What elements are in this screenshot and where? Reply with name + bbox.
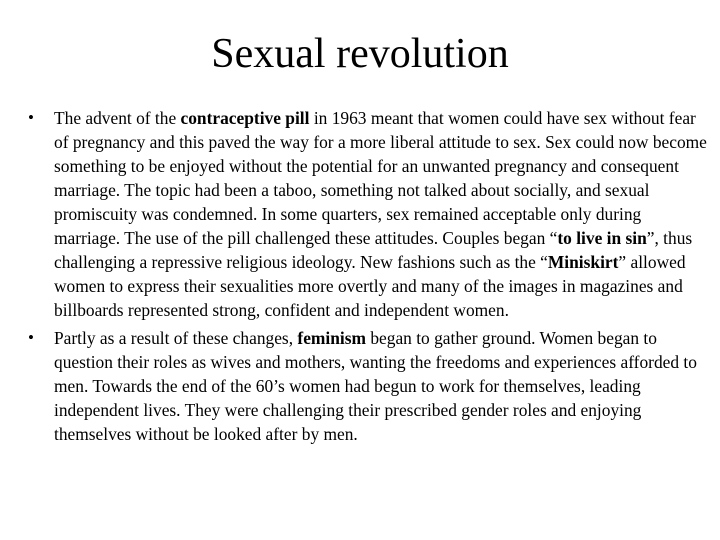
bullet-2-bold-feminism: feminism [297,328,366,348]
bullet-2-text: began to gather ground. Women began to question their roles as wives and mothers, wanting the freedoms and experiences afforded to men. Towards the end of the 60’s women had begun to work for themselves, leading independent lives. They were challenging their prescribed gender roles and enjoying themselves without be looked after by men. [54,328,697,444]
bullet-dot-icon: • [28,328,34,347]
bullet-1-text: ” allowed women to express their sexualities more overtly and many of the images in magazines and billboards represented strong, confident and independent women. [54,252,686,320]
bullet-1-bold-contraceptive-pill: contraceptive pill [180,108,310,128]
bullet-1-bold-miniskirt: Miniskirt [547,252,619,272]
bullet-dot-icon: • [28,108,34,127]
bullet-1-bold-live-in-sin: to live in sin [557,228,647,248]
bullet-item-feminism [28,326,708,446]
bullet-2-text: Partly as a result of these changes, [54,328,298,348]
bullet-item-contraceptive-pill [28,106,708,322]
slide-title: Sexual revolution [211,31,509,77]
bullet-1-text: ”, thus challenging a repressive religious ideology. New fashions such as the “ [54,228,693,272]
bullet-list [28,106,708,450]
bullet-1-text: in 1963 meant that women could have sex without fear of pregnancy and this paved the way for a more liberal attitude to sex. Sex could now become something to be enjoyed without the potential for an unwanted pregnancy and consequent marriage. The topic had been a taboo, something not talked about socially, and sexual promiscuity was condemned. In some quarters, sex remained acceptable only during marriage. The use of the pill challenged these attitudes. Couples began “ [54,108,707,248]
bullet-1-text: The advent of the [54,108,181,128]
